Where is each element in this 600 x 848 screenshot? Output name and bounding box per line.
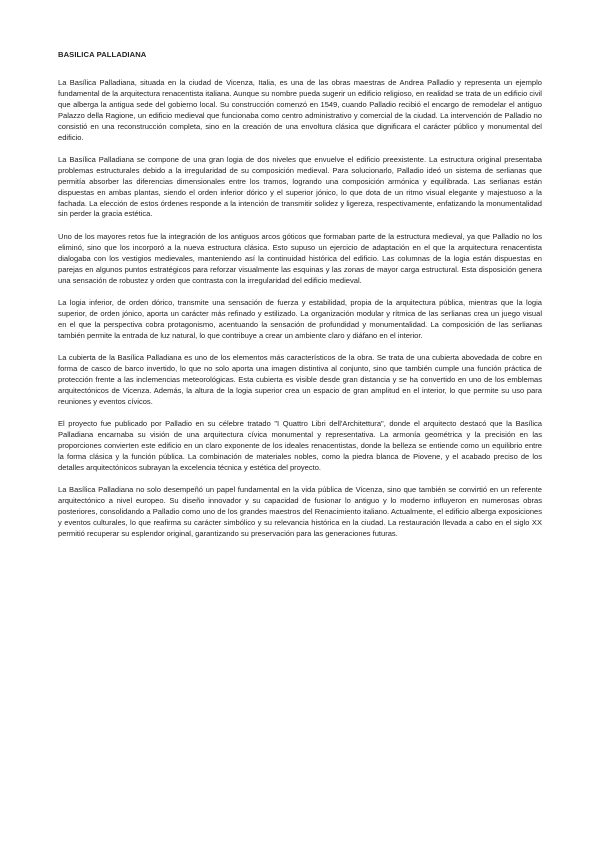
document-page bbox=[58, 50, 542, 551]
paragraph-roof: La cubierta de la Basílica Palladiana es uno de los elementos más característicos de la obra. Se trata de una cubierta abovedada de cobre en forma de casco de barco invertido, lo que no solo aporta una imagen distintiva al conjunto, sino que también cumple una función práctica de protección frente a las inclemencias meteorológicas. Esta cubierta es visible desde gran distancia y se ha convertido en uno de los emblemas arquitectónicos de Vicenza. Además, la altura de la logia superior crea un espacio de gran amplitud en el interior, lo que permite su uso para reuniones y eventos cívicos. bbox=[58, 353, 542, 406]
document-title: BASILICA PALLADIANA bbox=[58, 50, 147, 59]
paragraph-gothic-arches: Uno de los mayores retos fue la integración de los antiguos arcos góticos que formaban parte de la estructura medieval, ya que Palladio no los eliminó, sino que los incorporó a la nueva estructura clásica. Esto supuso un ejercicio de adaptación en el que la arquitectura renacentista dialogaba con los vestigios medievales, manteniendo así la continuidad histórica del edificio. Las columnas de la logia están dispuestas en parejas en algunos puntos estratégicos para reforzar visualmente las esquinas y las zonas de mayor carga estructural. Esta disposición genera una sensación de robustez y orden que contrasta con la irregularidad del edificio medieval. bbox=[58, 231, 542, 285]
paragraph-legacy: La Basílica Palladiana no solo desempeñó un papel fundamental en la vida pública de Vicenza, sino que también se convirtió en un referente arquitectónico a nivel europeo. Su diseño innovador y su capacidad de fusionar lo antiguo y lo moderno influyeron en numerosas obras posteriores, consolidando a Palladio como uno de los grandes maestros del Renacimiento italiano. Actualmente, el edificio alberga exposiciones y eventos culturales, lo que reafirma su carácter simbólico y su relevancia histórica en la ciudad. La restauración llevada a cabo en el siglo XX permitió recuperar su esplendor original, garantizando su preservación para las generaciones futuras. bbox=[58, 485, 542, 538]
paragraph-quattro-libri: El proyecto fue publicado por Palladio en su célebre tratado "I Quattro Libri dell'Architettura", donde el arquitecto destacó que la Basílica Palladiana encarnaba su visión de una arquitectura cívica monumental y representativa. La armonía geométrica y la precisión en las proporciones convierten este edificio en un claro exponente de los ideales renacentistas, donde la belleza se entiende como un equilibrio entre la forma clásica y la función pública. La combinación de materiales nobles, como la piedra blanca de Piovene, y el acabado preciso de los detalles arquitectónicos subrayan la excelencia técnica y estética del proyecto. bbox=[58, 419, 542, 472]
paragraph-logia-structure: La Basílica Palladiana se compone de una gran logia de dos niveles que envuelve el edificio preexistente. La estructura original presentaba problemas estructurales debido a la irregularidad de su composición medieval. Para solucionarlo, Palladio ideó un sistema de serlianas que permitía absorber las diferencias dimensionales entre los tramos, logrando una composición armónica y equilibrada. Las serlianas están dispuestas en ambas plantas, siendo el orden inferior dórico y el superior jónico, lo que dota de un ritmo visual elegante y majestuoso a la fachada. La elección de estos órdenes responde a la intención de transmitir solidez y ligereza, respectivamente, enfatizando la monumentalidad sin perder la gracia estética. bbox=[58, 154, 542, 219]
paragraph-orders: La logia inferior, de orden dórico, transmite una sensación de fuerza y estabilidad, propia de la arquitectura pública, mientras que la logia superior, de orden jónico, aporta un carácter más refinado y estilizado. La organización modular y rítmica de las serlianas crea un juego visual en el que la perspectiva cobra protagonismo, acentuando la sensación de profundidad y monumentalidad. La composición de las serlianas también permite la entrada de luz natural, lo que contribuye a crear un ambiente claro y diáfano en el interior. bbox=[58, 297, 542, 340]
paragraph-intro: La Basílica Palladiana, situada en la ciudad de Vicenza, Italia, es una de las obras maestras de Andrea Palladio y representa un ejemplo fundamental de la arquitectura renacentista italiana. Aunque su nombre pueda sugerir un edificio religioso, en realidad se trata de un edificio civil que alberga la antigua sede del gobierno local. Su construcción comenzó en 1549, cuando Palladio recibió el encargo de remodelar el antiguo Palazzo della Ragione, un edificio medieval que funcionaba como centro administrativo y comercial de la ciudad. La intervención de Palladio no consistió en una reconstrucción completa, sino en la creación de una envoltura clásica que dignificara el carácter público y monumental del edificio. bbox=[58, 78, 542, 142]
